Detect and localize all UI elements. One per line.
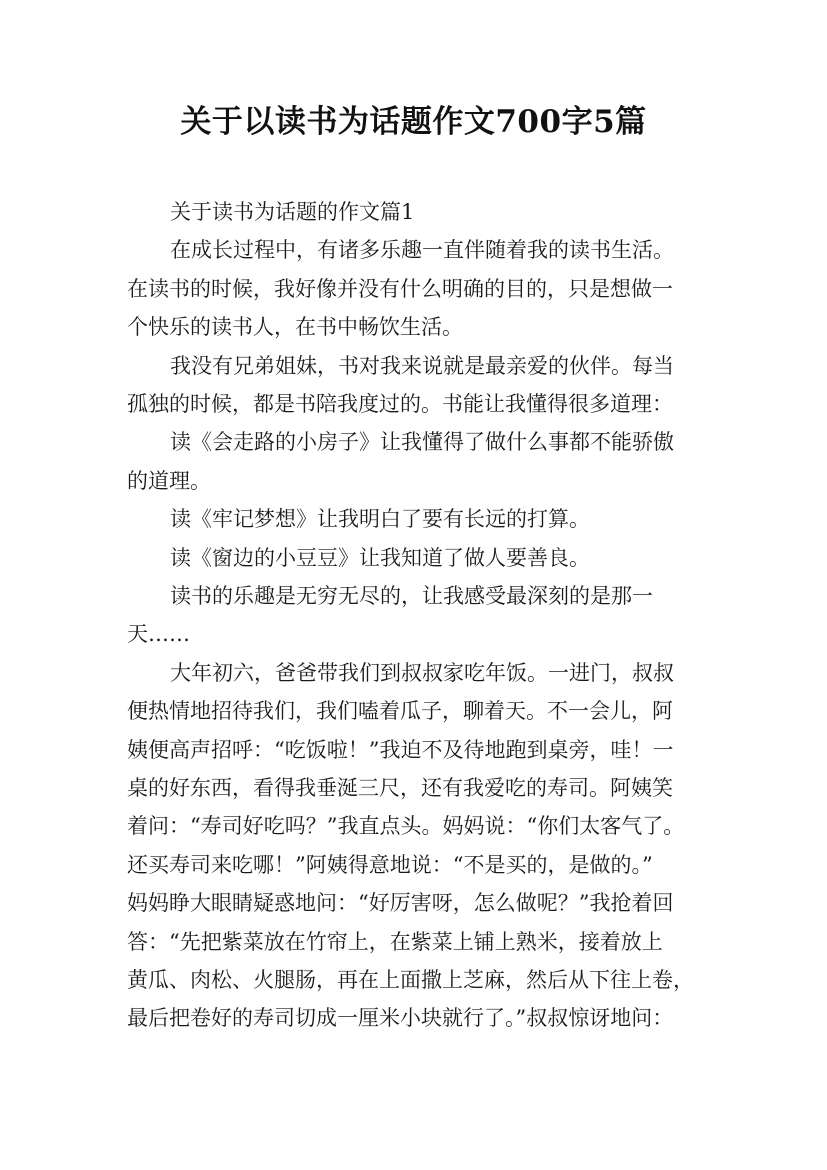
text-line: 着问：“寿司好吃吗？”我直点头。妈妈说：“你们太客气了。 xyxy=(127,814,685,839)
text-line: 关于读书为话题的作文篇1 xyxy=(170,200,415,224)
text-line: 便热情地招待我们，我们嗑着瓜子，聊着天。不一会儿，阿 xyxy=(127,699,673,724)
text-line: 最后把卷好的寿司切成一厘米小块就行了。”叔叔惊讶地问： xyxy=(127,1006,674,1031)
text-line: 读《会走路的小房子》让我懂得了做什么事都不能骄傲 xyxy=(170,430,674,455)
text-line: 的道理。 xyxy=(127,468,211,493)
text-line: 在读书的时候，我好像并没有什么明确的目的，只是想做一 xyxy=(127,276,673,301)
text-line: 在成长过程中，有诸多乐趣一直伴随着我的读书生活。 xyxy=(170,238,674,263)
text-line: 姨便高声招呼：“吃饭啦！”我迫不及待地跑到桌旁，哇！一 xyxy=(127,737,674,762)
text-line: 还买寿司来吃哪！”阿姨得意地说：“不是买的，是做的。” xyxy=(127,852,653,877)
text-line: 读书的乐趣是无穷无尽的，让我感受最深刻的是那一 xyxy=(170,584,653,608)
text-line: 我没有兄弟姐妹，书对我来说就是最亲爱的伙伴。每当 xyxy=(170,353,674,378)
text-line: 个快乐的读书人，在书中畅饮生活。 xyxy=(127,315,463,340)
text-line: 读《窗边的小豆豆》让我知道了做人要善良。 xyxy=(170,545,590,570)
text-line: 读《牢记梦想》让我明白了要有长远的打算。 xyxy=(170,507,590,532)
text-line: 孤独的时候，都是书陪我度过的。书能让我懂得很多道理： xyxy=(127,392,673,416)
text-line: 桌的好东西，看得我垂涎三尺，还有我爱吃的寿司。阿姨笑 xyxy=(127,776,673,800)
text-line: 天…… xyxy=(127,622,190,647)
text-line: 黄瓜、肉松、火腿肠，再在上面撒上芝麻，然后从下往上卷， xyxy=(127,968,694,992)
text-line: 答：“先把紫菜放在竹帘上，在紫菜上铺上熟米，接着放上 xyxy=(127,929,663,954)
text-line: 妈妈睁大眼睛疑惑地问：“好厉害呀，怎么做呢？”我抢着回 xyxy=(127,891,674,916)
text-line: 大年初六，爸爸带我们到叔叔家吃年饭。一进门，叔叔 xyxy=(170,660,674,685)
document-title: 关于以读书为话题作文700字5篇 xyxy=(180,104,647,140)
